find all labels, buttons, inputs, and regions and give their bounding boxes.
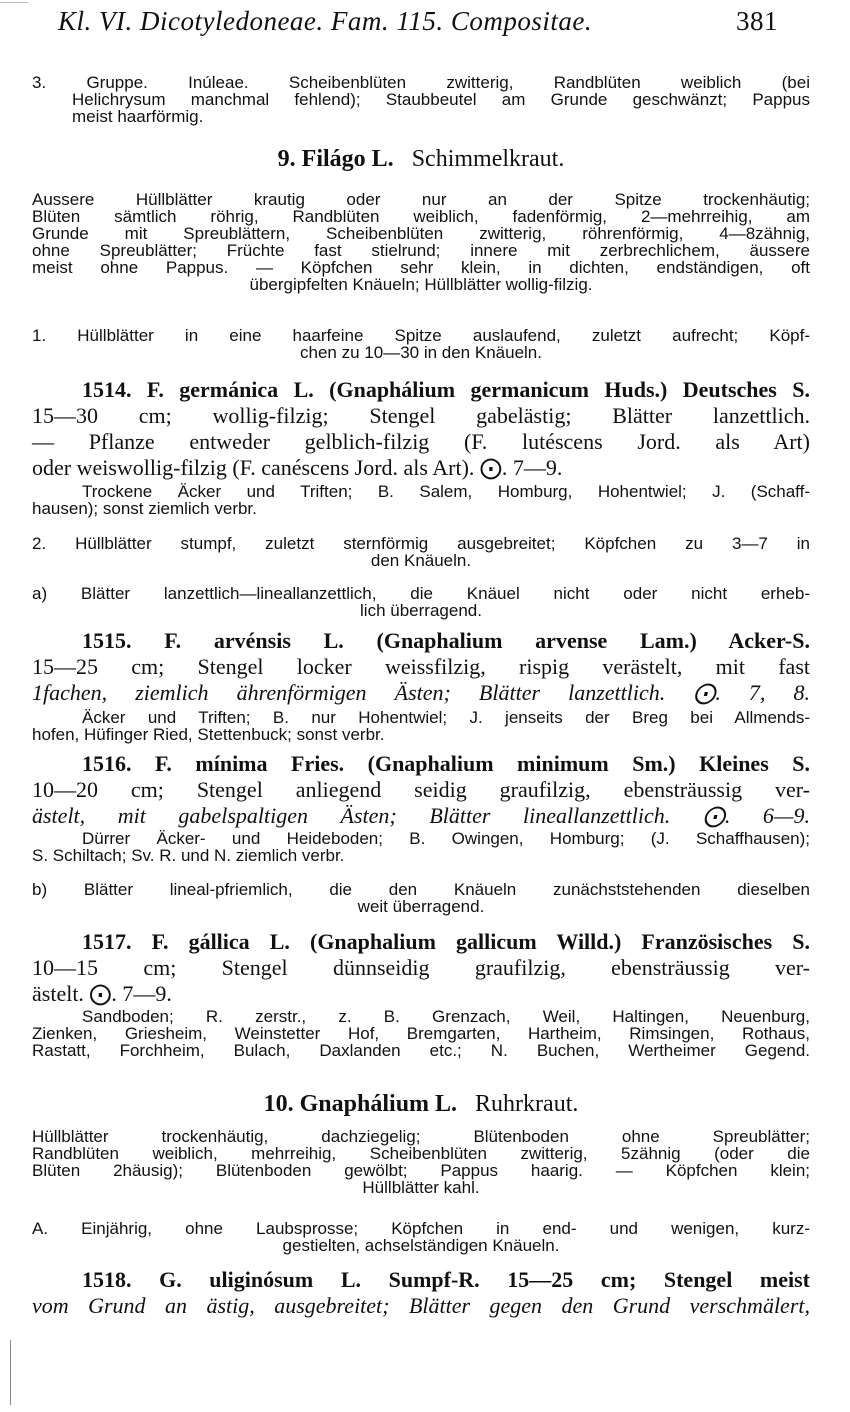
genus-common-name: Schimmelkraut.: [411, 146, 565, 172]
text-line: Grunde mit Spreublättern, Scheibenblüten zwitterig, röhrenförmig, 4—8zähnig,: [32, 224, 810, 243]
species-heading: 1516. F. mínima Fries. (Gnaphalium minimum Sm.) Kleines S.: [82, 751, 810, 776]
genus-number: 9.: [277, 146, 296, 172]
text-line: Blüten sämtlich röhrig, Randblüten weiblich, fadenförmig, 2—mehrreihig, am: [32, 207, 810, 226]
text-line: ästelt. ⨀. 7—9.: [32, 981, 172, 1006]
text-line: Trockene Äcker und Triften; B. Salem, Homburg, Hohentwiel; J. (Schaff-: [82, 482, 810, 501]
text-line: 15—30 cm; wollig-filzig; Stengel gabelästig; Blätter lanzettlich.: [32, 403, 810, 428]
text-line: oder weiswollig-filzig (F. canéscens Jord. als Art). ⨀. 7—9.: [32, 455, 563, 480]
key-line: chen zu 10—30 in den Knäueln.: [300, 343, 542, 362]
text-line: 10—20 cm; Stengel anliegend seidig graufilzig, ebensträussig ver-: [32, 777, 810, 802]
text-line: Blüten 2häusig); Blütenboden gewölbt; Pappus haarig. — Köpfchen klein;: [32, 1161, 810, 1180]
key-line: weit überragend.: [357, 897, 485, 916]
page-number: 381: [736, 6, 778, 36]
key-line: a) Blätter lanzettlich—lineallanzettlich, die Knäuel nicht oder nicht erheb-: [32, 584, 810, 603]
text-line: vom Grund an ästig, ausgebreitet; Blätter gegen den Grund verschmälert,: [32, 1293, 810, 1318]
text-line: Hüllblätter kahl.: [362, 1178, 480, 1197]
text-line: — Pflanze entweder gelblich-filzig (F. lutéscens Jord. als Art): [32, 429, 810, 454]
text-line: meist haarförmig.: [72, 107, 204, 126]
text-line: S. Schiltach; Sv. R. und N. ziemlich verbr.: [32, 846, 345, 865]
species-heading: 1514. F. germánica L. (Gnaphálium germanicum Huds.) Deutsches S.: [82, 377, 810, 402]
text-line: 15—25 cm; Stengel locker weissfilzig, rispig verästelt, mit fast: [32, 654, 810, 679]
running-header: [58, 6, 778, 37]
group-heading-line: 3. Gruppe. Inúleae. Scheibenblüten zwitterig, Randblüten weiblich (bei: [32, 73, 810, 92]
species-heading: 1515. F. arvénsis L. (Gnaphalium arvense Lam.) Acker-S.: [82, 628, 810, 653]
species-heading: 1517. F. gállica L. (Gnaphalium gallicum Willd.) Französisches S.: [82, 929, 810, 954]
text-line: Rastatt, Forchheim, Bulach, Daxlanden etc.; N. Buchen, Wertheimer Gegend.: [32, 1041, 810, 1060]
text-line: Äcker und Triften; B. nur Hohentwiel; J. jenseits der Breg bei Allmends-: [82, 708, 810, 727]
genus-common-name: Ruhrkraut.: [475, 1091, 579, 1117]
header-rule: [0, 2, 28, 3]
header-title: Kl. VI. Dicotyledoneae. Fam. 115. Compositae.: [58, 6, 593, 36]
text-line: übergipfelten Knäueln; Hüllblätter wollig-filzig.: [249, 275, 593, 294]
text-line: Helichrysum manchmal fehlend); Staubbeutel am Grunde geschwänzt; Pappus: [72, 90, 810, 109]
text-line: hofen, Hüfinger Ried, Stettenbuck; sonst verbr.: [32, 725, 385, 744]
text-line: Randblüten weiblich, mehrreihig, Scheibenblüten zwitterig, 5zähnig (oder die: [32, 1144, 810, 1163]
genus-number: 10.: [263, 1091, 294, 1117]
key-line: 1. Hüllblätter in eine haarfeine Spitze auslaufend, zuletzt aufrecht; Köpf-: [32, 326, 810, 345]
key-line: b) Blätter lineal-pfriemlich, die den Knäueln zunächststehenden dieselben: [32, 880, 810, 899]
text-line: ohne Spreublätter; Früchte fast stielrund; innere mit zerbrechlichem, äussere: [32, 241, 810, 260]
key-line: A. Einjährig, ohne Laubsprosse; Köpfchen in end- und wenigen, kurz-: [32, 1219, 810, 1238]
text-line: Zienken, Griesheim, Weinstetter Hof, Bremgarten, Hartheim, Rimsingen, Rothaus,: [32, 1024, 810, 1043]
key-line: den Knäueln.: [370, 551, 472, 570]
text-line: ästelt, mit gabelspaltigen Ästen; Blätter lineallanzettlich. ⨀. 6—9.: [32, 803, 810, 828]
species-heading: 1518. G. uliginósum L. Sumpf-R. 15—25 cm; Stengel meist: [82, 1267, 810, 1292]
text-line: Sandboden; R. zerstr., z. B. Grenzach, Weil, Haltingen, Neuenburg,: [82, 1007, 810, 1026]
key-line: lich überragend.: [360, 601, 482, 620]
scan-edge-line: [10, 1340, 11, 1405]
text-line: 1fachen, ziemlich ährenförmigen Ästen; Blätter lanzettlich. ⨀. 7, 8.: [32, 680, 810, 705]
text-line: hausen); sonst ziemlich verbr.: [32, 499, 257, 518]
genus-heading: [32, 1091, 810, 1118]
genus-heading: [32, 146, 810, 173]
text-line: meist ohne Pappus. — Köpfchen sehr klein, in dichten, endständigen, oft: [32, 258, 810, 277]
key-line: 2. Hüllblätter stumpf, zuletzt sternförmig ausgebreitet; Köpfchen zu 3—7 in: [32, 534, 810, 553]
text-line: Hüllblätter trockenhäutig, dachziegelig; Blütenboden ohne Spreublätter;: [32, 1127, 810, 1146]
genus-name: Filágo L.: [301, 146, 394, 172]
text-line: Dürrer Äcker- und Heideboden; B. Owingen, Homburg; (J. Schaffhausen);: [82, 829, 810, 848]
text-line: Aussere Hüllblätter krautig oder nur an der Spitze trockenhäutig;: [32, 190, 810, 209]
genus-name: Gnaphálium L.: [299, 1091, 458, 1117]
key-line: gestielten, achselständigen Knäueln.: [282, 1236, 560, 1255]
text-line: 10—15 cm; Stengel dünnseidig graufilzig, ebensträussig ver-: [32, 955, 810, 980]
